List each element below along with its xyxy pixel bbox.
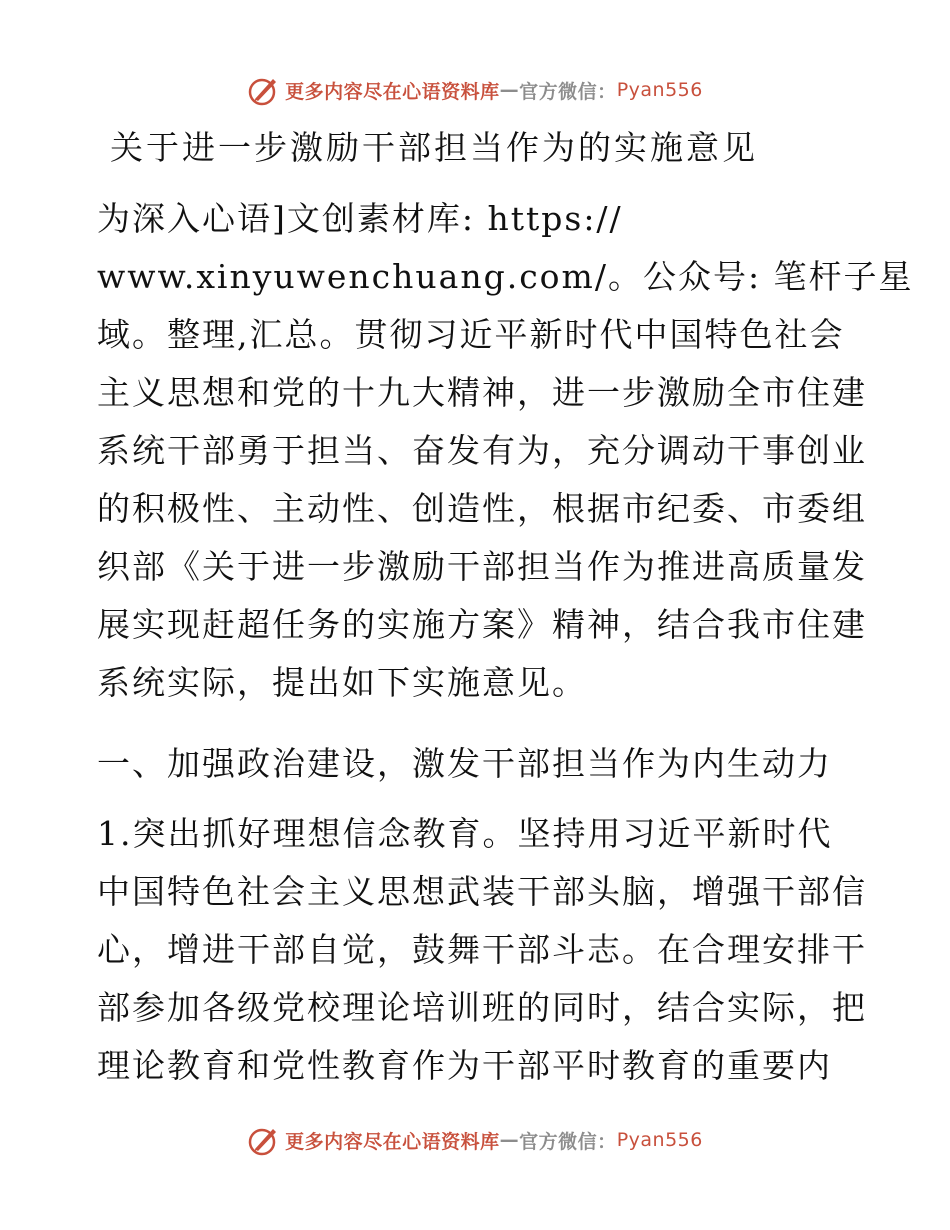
paragraph-line: 展实现赶超任务的实施方案》精神，结合我市住建 xyxy=(97,605,867,644)
promo-text: 更多内容尽在心语资料库 xyxy=(285,80,500,103)
paragraph-line: 部参加各级党校理论培训班的同时，结合实际，把 xyxy=(97,988,867,1027)
document-title: 关于进一步激励干部担当作为的实施意见 xyxy=(110,128,758,167)
paragraph-line: www.xinyuwenchuang.com/。公众号: 笔杆子星 xyxy=(97,257,914,296)
section-heading-text: 一、加强政治建设，激发干部担当作为内生动力 xyxy=(97,744,832,783)
paragraph-line: 主义思想和党的十九大精神，进一步激励全市住建 xyxy=(97,373,867,412)
paragraph-line: 为深入心语]文创素材库: https:// xyxy=(97,199,623,238)
item-paragraph xyxy=(97,805,867,1095)
quill-logo-icon xyxy=(247,73,281,107)
banner-dash: — xyxy=(499,79,520,101)
paragraph-line: 域。整理,汇总。贯彻习近平新时代中国特色社会 xyxy=(97,315,845,354)
quill-logo-icon xyxy=(247,1123,281,1157)
promo-text: 更多内容尽在心语资料库 xyxy=(285,1130,500,1153)
footer-banner xyxy=(0,1120,950,1160)
wechat-id: Pyan556 xyxy=(616,1129,703,1151)
paragraph-line: 的积极性、主动性、创造性，根据市纪委、市委组 xyxy=(97,489,867,528)
paragraph-line: 理论教育和党性教育作为干部平时教育的重要内 xyxy=(97,1046,832,1085)
intro-paragraph xyxy=(97,190,914,712)
paragraph-line: 心，增进干部自觉，鼓舞干部斗志。在合理安排干 xyxy=(97,930,867,969)
paragraph-line: 织部《关于进一步激励干部担当作为推进高质量发 xyxy=(97,547,867,586)
wechat-label: 官方微信： xyxy=(519,1130,617,1153)
section-heading xyxy=(97,735,867,793)
banner-dash: — xyxy=(499,1129,520,1151)
wechat-label: 官方微信： xyxy=(519,80,617,103)
paragraph-line: 系统实际，提出如下实施意见。 xyxy=(97,663,587,702)
paragraph-line: 1.突出抓好理想信念教育。坚持用习近平新时代 xyxy=(97,814,833,853)
wechat-id: Pyan556 xyxy=(616,79,703,101)
paragraph-line: 系统干部勇于担当、奋发有为，充分调动干事创业 xyxy=(97,431,867,470)
header-banner xyxy=(0,70,950,110)
paragraph-line: 中国特色社会主义思想武装干部头脑，增强干部信 xyxy=(97,872,867,911)
